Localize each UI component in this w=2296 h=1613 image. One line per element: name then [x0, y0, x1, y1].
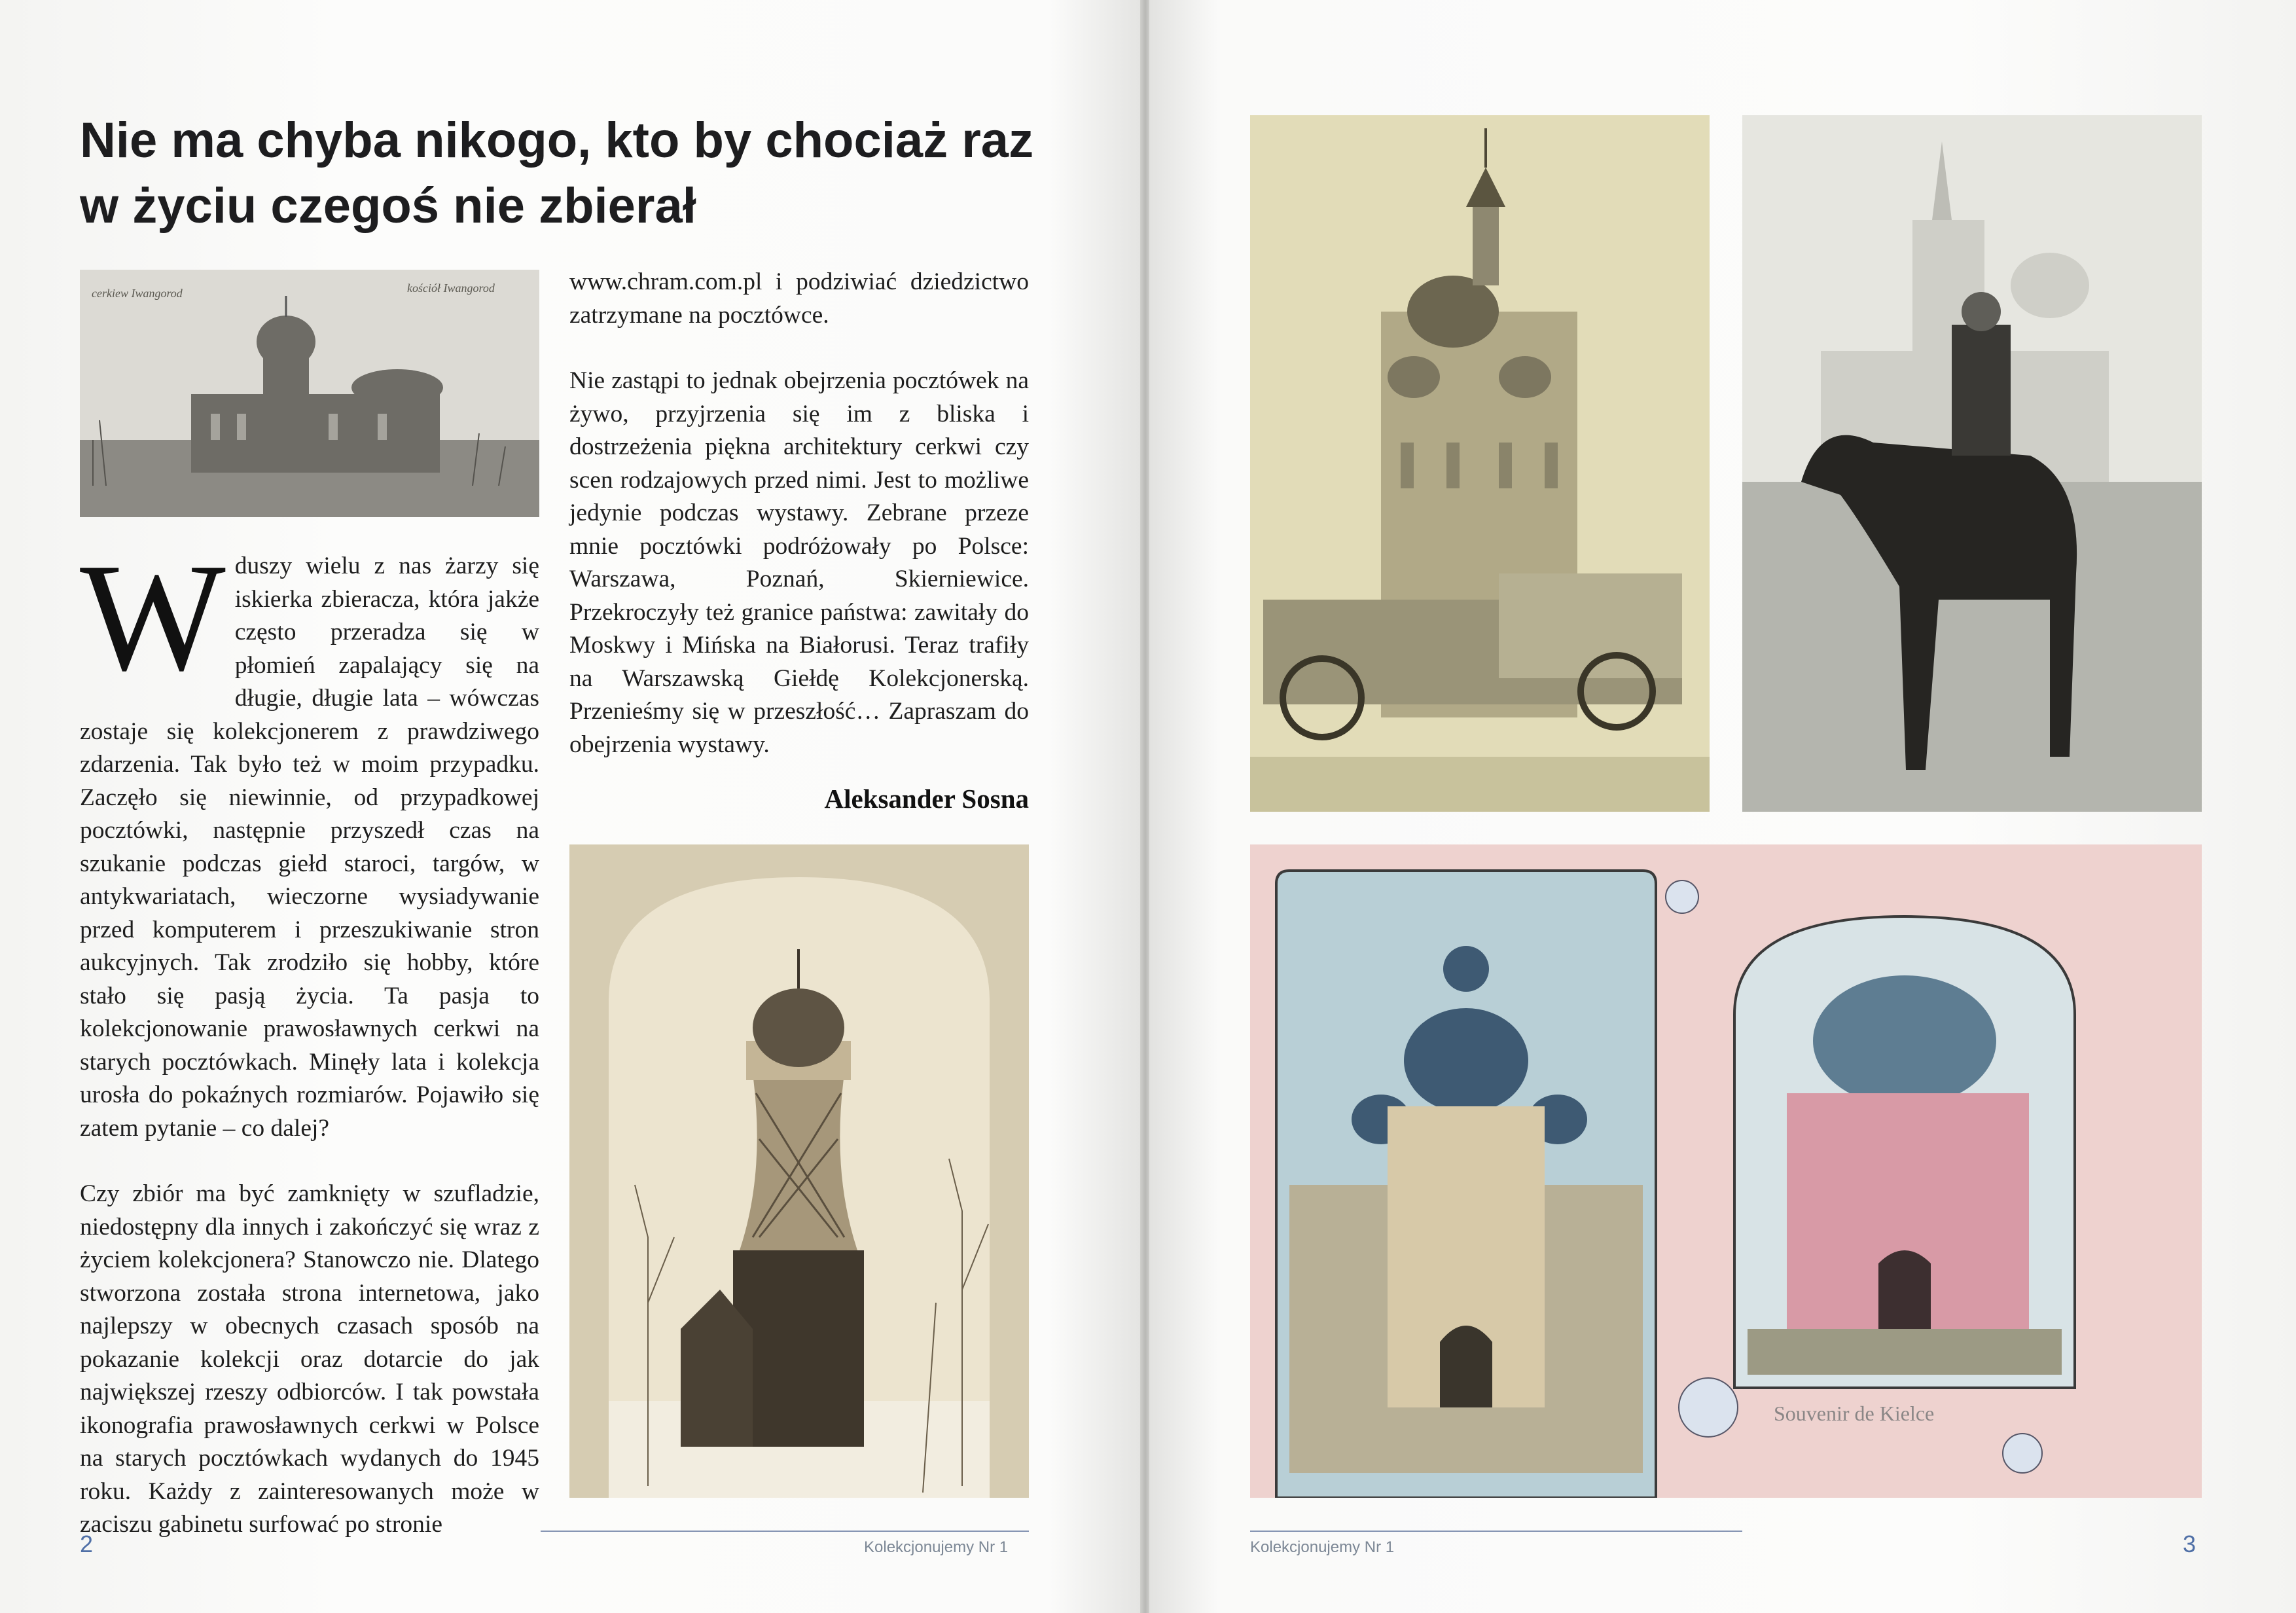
left-page-number: 2 — [80, 1531, 94, 1557]
paragraph-3: www.chram.com.pl i podziwiać dziedzictwo zatrzymane na pocztówce. — [569, 268, 1029, 329]
postcard-handwriting-right: kościół Iwangorod — [407, 281, 495, 295]
text-column-1 — [80, 532, 539, 1542]
right-page-number: 3 — [2183, 1531, 2197, 1557]
article-title — [80, 108, 1049, 239]
photo-horseman — [1742, 115, 2202, 812]
paragraph-1-text: duszy wielu z nas żarzy się iskierka zbieracza, która jakże często przeradza się w płomień zapalający się na długie, długie lata – wówczas zostaje się kolekcjonerem z prawdziwego zdarzenia. Tak było też w moim przypadku. Zaczęło się niewinnie, od przypadkowej pocztówki, następnie przyszedł czas na szukanie podczas giełd staroci, targów, w antykwariatach, wieczorne wysiadywanie przed komputerem i przeszukiwanie stron aukcyjnych. Tak zrodziło się hobby, które stało się pasją życia. Ta pasja to kolekcjonowanie prawosławnych cerkwi na starych pocztówkach. Minęły lata i kolekcja urosła do pokaźnych rozmiarów. Pojawiło się zatem pytanie – co dalej? — [80, 553, 539, 1142]
photo-kielce-postcard — [1250, 844, 2202, 1498]
title-line-1: Nie ma chyba nikogo, kto by chociaż raz — [80, 113, 1034, 168]
postcard-caption-kielce: Souvenir de Kielce — [1774, 1402, 1935, 1425]
drop-cap: W — [80, 532, 226, 703]
paragraph-1 — [80, 532, 539, 1145]
photo-church-postcard — [80, 270, 539, 517]
photo-tower-church — [569, 844, 1029, 1498]
author-name: Aleksander Sosna — [824, 784, 1029, 814]
right-magazine-name: Kolekcjonujemy Nr 1 — [1250, 1538, 1395, 1556]
paragraph-4: Nie zastąpi to jednak obejrzenia pocztówek na żywo, przyjrzenia się im z bliska i dostrzeżenia piękna architektury cerkwi czy scen rodzajowych przed nimi. Jest to możliwe jedynie podczas wystawy. Zebrane przeze mnie pocztówki podróżowały po Polsce: Warszawa, Poznań, Skierniewice. Przekroczyły też granice państwa: zawitały do Moskwy i Mińska na Białorusi. Teraz trafiły na Warszawską Giełdę Kolekcjonerską. Przenieśmy się w przeszłość… Zapraszam do obejrzenia wystawy. — [569, 367, 1029, 758]
left-magazine-name: Kolekcjonujemy Nr 1 — [864, 1538, 1009, 1556]
paragraph-2: Czy zbiór ma być zamknięty w szufladzie, niedostępny dla innych i zakończyć się wraz z życiem kolekcjonera? Stanowczo nie. Dlatego stworzona została strona internetowa, jako najlepszy w obecnych czasach sposób na pokazanie kolekcji oraz dotarcie do jak największej rzeszy odbiorców. I tak powstała ikonografia prawosławnych cerkwi w Polsce na starych pocztówkach wydanych do 1945 roku. Każdy z zainteresowanych może w zaciszu gabinetu surfować po stronie — [80, 1180, 539, 1538]
photo-church-with-truck — [1250, 115, 1710, 812]
right-footer-rule — [1250, 1531, 1742, 1532]
title-line-2: w życiu czegoś nie zbierał — [80, 178, 696, 234]
left-footer-rule — [541, 1531, 1029, 1532]
postcard-handwriting-left: cerkiew Iwangorod — [92, 287, 183, 300]
text-column-2 — [569, 266, 1029, 761]
